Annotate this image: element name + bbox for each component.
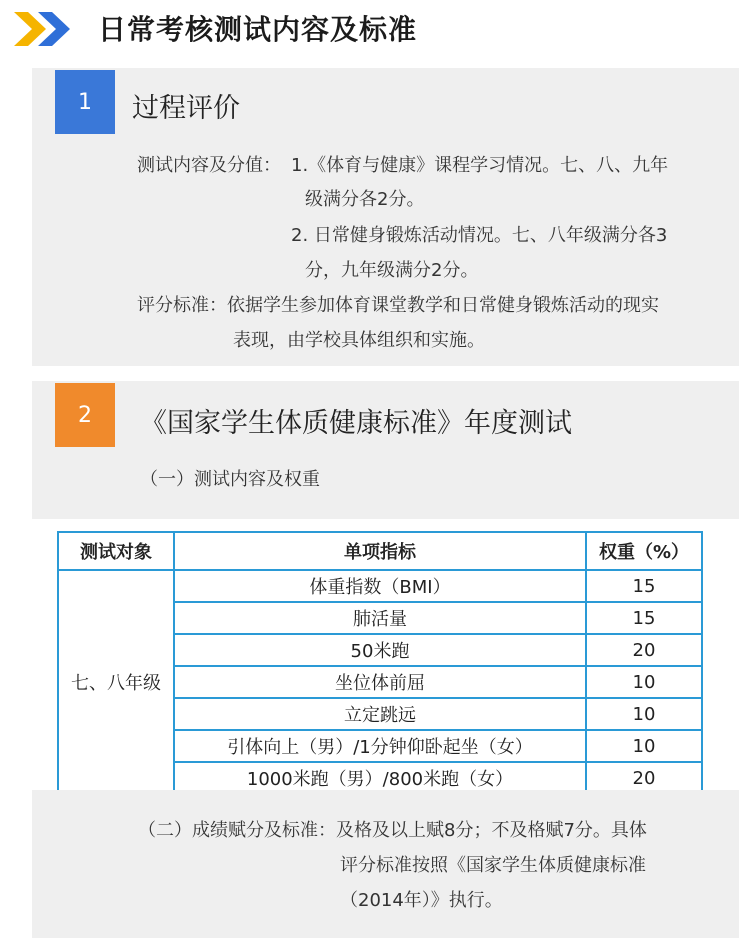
item-cell: 1000米跑（男）/800米跑（女） <box>174 762 586 794</box>
section2-panel <box>32 381 739 519</box>
scoring-line3: （2014年）》执行。 <box>340 890 503 911</box>
section1-number: 1 <box>55 70 115 134</box>
weight-cell: 10 <box>586 730 702 762</box>
weight-cell: 10 <box>586 698 702 730</box>
header-weight: 权重（%） <box>586 532 702 570</box>
scoring-line1: （二）成绩赋分及标准：及格及以上赋8分；不及格赋7分。具体 <box>138 820 647 841</box>
weight-cell: 15 <box>586 602 702 634</box>
item-cell: 50米跑 <box>174 634 586 666</box>
section2-subtitle: （一）测试内容及权重 <box>140 469 320 490</box>
item2-line2: 分，九年级满分2分。 <box>305 260 479 281</box>
criteria-line2: 表现，由学校具体组织和实施。 <box>233 330 485 351</box>
criteria-line1: 评分标准：依据学生参加体育课堂教学和日常健身锻炼活动的现实 <box>137 295 659 316</box>
item1-line2: 级满分各2分。 <box>305 189 425 210</box>
weight-cell: 20 <box>586 634 702 666</box>
item-cell: 体重指数（BMI） <box>174 570 586 602</box>
weights-table <box>57 531 703 795</box>
section2-number: 2 <box>55 383 115 447</box>
section1-title: 过程评价 <box>132 93 240 124</box>
weight-cell: 10 <box>586 666 702 698</box>
page-header <box>0 0 739 58</box>
table-header-row <box>58 532 702 570</box>
group-cell: 七、八年级 <box>58 570 174 794</box>
weight-cell: 20 <box>586 762 702 794</box>
item-cell: 肺活量 <box>174 602 586 634</box>
table-row <box>58 570 702 602</box>
content-label: 测试内容及分值： <box>137 155 281 176</box>
section1-panel <box>32 68 739 366</box>
item-cell: 坐位体前屈 <box>174 666 586 698</box>
double-chevron-icon <box>14 12 84 46</box>
chevron-yellow <box>14 12 46 46</box>
item-cell: 立定跳远 <box>174 698 586 730</box>
page-title: 日常考核测试内容及标准 <box>98 13 418 46</box>
item1-line1: 1.《体育与健康》课程学习情况。七、八、九年 <box>291 155 669 176</box>
weight-cell: 15 <box>586 570 702 602</box>
scoring-line2: 评分标准按照《国家学生体质健康标准 <box>340 855 646 876</box>
header-item: 单项指标 <box>174 532 586 570</box>
item2-line1: 2. 日常健身锻炼活动情况。七、八年级满分各3 <box>291 225 668 246</box>
header-target: 测试对象 <box>58 532 174 570</box>
scoring-panel <box>32 790 739 938</box>
section2-title: 《国家学生体质健康标准》年度测试 <box>140 408 572 439</box>
item-cell: 引体向上（男）/1分钟仰卧起坐（女） <box>174 730 586 762</box>
